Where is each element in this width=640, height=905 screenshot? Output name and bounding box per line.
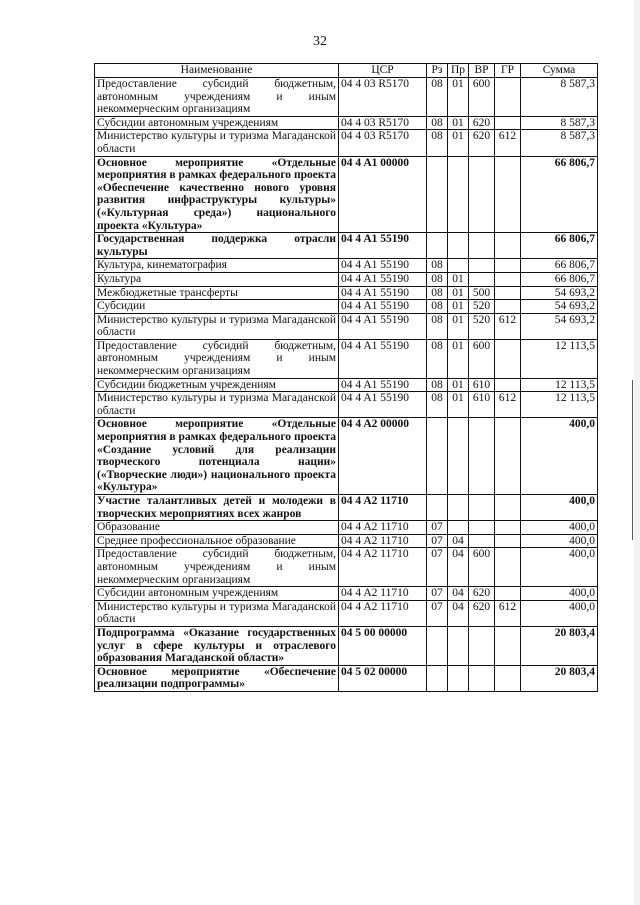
cell-name: Субсидии автономным учреждениям bbox=[95, 116, 339, 130]
cell-rz: 07 bbox=[427, 521, 448, 535]
cell-csr: 04 4 A1 55190 bbox=[339, 313, 427, 339]
cell-sum: 54 693,2 bbox=[521, 286, 598, 300]
cell-csr: 04 4 03 R5170 bbox=[339, 130, 427, 156]
cell-vr: 620 bbox=[469, 587, 495, 601]
table-row bbox=[95, 548, 598, 587]
cell-vr bbox=[469, 418, 495, 495]
cell-csr: 04 4 A2 11710 bbox=[339, 495, 427, 521]
cell-vr: 610 bbox=[469, 378, 495, 392]
cell-vr: 620 bbox=[469, 130, 495, 156]
cell-pr bbox=[448, 521, 469, 535]
cell-gr bbox=[495, 495, 521, 521]
cell-name: Основное мероприятие «Отдельные мероприятия в рамках федерального проекта «Создание условий для реализации творческого потенциала нации» («Творческие люди») национального проекта «Культура» bbox=[95, 418, 339, 495]
cell-sum: 12 113,5 bbox=[521, 339, 598, 378]
cell-vr: 520 bbox=[469, 313, 495, 339]
cell-pr: 01 bbox=[448, 286, 469, 300]
cell-rz: 08 bbox=[427, 392, 448, 418]
cell-name: Основное мероприятие «Отдельные мероприятия в рамках федерального проекта «Обеспечение качественно нового уровня развития инфраструктуры культуры» («Культурная среда») национального проекта «Культура» bbox=[95, 156, 339, 233]
cell-pr bbox=[448, 233, 469, 259]
cell-pr: 01 bbox=[448, 313, 469, 339]
cell-csr: 04 4 A1 00000 bbox=[339, 156, 427, 233]
cell-rz bbox=[427, 156, 448, 233]
cell-gr bbox=[495, 233, 521, 259]
cell-vr bbox=[469, 156, 495, 233]
cell-csr: 04 4 A2 11710 bbox=[339, 534, 427, 548]
cell-csr: 04 4 03 R5170 bbox=[339, 78, 427, 117]
table-row bbox=[95, 521, 598, 535]
cell-sum: 8 587,3 bbox=[521, 116, 598, 130]
cell-rz bbox=[427, 626, 448, 665]
table-row bbox=[95, 418, 598, 495]
cell-sum: 12 113,5 bbox=[521, 378, 598, 392]
cell-sum: 400,0 bbox=[521, 600, 598, 626]
cell-gr: 612 bbox=[495, 600, 521, 626]
cell-rz: 08 bbox=[427, 130, 448, 156]
cell-csr: 04 4 A1 55190 bbox=[339, 259, 427, 273]
cell-name: Предоставление субсидий бюджетным, автономным учреждениям и иным некоммерческим организациям bbox=[95, 78, 339, 117]
cell-sum: 66 806,7 bbox=[521, 156, 598, 233]
cell-gr bbox=[495, 78, 521, 117]
cell-vr: 520 bbox=[469, 300, 495, 314]
table-row bbox=[95, 392, 598, 418]
table-row bbox=[95, 378, 598, 392]
cell-name: Субсидии автономным учреждениям bbox=[95, 587, 339, 601]
cell-vr bbox=[469, 665, 495, 691]
table-row bbox=[95, 313, 598, 339]
cell-vr bbox=[469, 626, 495, 665]
table-row bbox=[95, 600, 598, 626]
cell-sum: 400,0 bbox=[521, 418, 598, 495]
cell-name: Участие талантливых детей и молодежи в творческих мероприятиях всех жанров bbox=[95, 495, 339, 521]
cell-vr: 600 bbox=[469, 548, 495, 587]
cell-vr: 610 bbox=[469, 392, 495, 418]
cell-name: Предоставление субсидий бюджетным, автономным учреждениям и иным некоммерческим организациям bbox=[95, 548, 339, 587]
cell-vr: 600 bbox=[469, 339, 495, 378]
table-row bbox=[95, 130, 598, 156]
cell-pr: 01 bbox=[448, 392, 469, 418]
cell-csr: 04 4 A2 11710 bbox=[339, 587, 427, 601]
cell-name: Государственная поддержка отрасли культуры bbox=[95, 233, 339, 259]
cell-pr bbox=[448, 156, 469, 233]
column-header-pr: Пр bbox=[448, 64, 469, 78]
cell-name: Предоставление субсидий бюджетным, автономным учреждениям и иным некоммерческим организациям bbox=[95, 339, 339, 378]
cell-rz: 08 bbox=[427, 300, 448, 314]
cell-name: Культура, кинематография bbox=[95, 259, 339, 273]
cell-pr: 01 bbox=[448, 378, 469, 392]
table-row bbox=[95, 534, 598, 548]
cell-name: Министерство культуры и туризма Магаданской области bbox=[95, 130, 339, 156]
cell-pr: 04 bbox=[448, 548, 469, 587]
cell-name: Основное мероприятие «Обеспечение реализации подпрограммы» bbox=[95, 665, 339, 691]
cell-gr bbox=[495, 116, 521, 130]
table-body bbox=[95, 78, 598, 692]
cell-gr bbox=[495, 534, 521, 548]
cell-sum: 8 587,3 bbox=[521, 130, 598, 156]
column-header-gr: ГР bbox=[495, 64, 521, 78]
cell-pr: 04 bbox=[448, 587, 469, 601]
cell-vr bbox=[469, 259, 495, 273]
table-row bbox=[95, 259, 598, 273]
cell-rz: 07 bbox=[427, 548, 448, 587]
cell-gr: 612 bbox=[495, 392, 521, 418]
cell-pr bbox=[448, 626, 469, 665]
cell-vr bbox=[469, 495, 495, 521]
cell-gr bbox=[495, 378, 521, 392]
cell-gr bbox=[495, 418, 521, 495]
cell-rz bbox=[427, 665, 448, 691]
cell-vr: 620 bbox=[469, 600, 495, 626]
column-header-sum: Сумма bbox=[521, 64, 598, 78]
cell-sum: 20 803,4 bbox=[521, 665, 598, 691]
cell-pr: 01 bbox=[448, 78, 469, 117]
column-header-rz: Рз bbox=[427, 64, 448, 78]
cell-csr: 04 4 A1 55190 bbox=[339, 286, 427, 300]
cell-pr: 01 bbox=[448, 116, 469, 130]
cell-sum: 54 693,2 bbox=[521, 300, 598, 314]
cell-name: Межбюджетные трансферты bbox=[95, 286, 339, 300]
cell-sum: 66 806,7 bbox=[521, 272, 598, 286]
table-header-row bbox=[95, 64, 598, 78]
cell-csr: 04 5 02 00000 bbox=[339, 665, 427, 691]
cell-rz bbox=[427, 495, 448, 521]
cell-csr: 04 5 00 00000 bbox=[339, 626, 427, 665]
cell-name: Культура bbox=[95, 272, 339, 286]
cell-csr: 04 4 A2 11710 bbox=[339, 600, 427, 626]
cell-sum: 400,0 bbox=[521, 534, 598, 548]
cell-name: Подпрограмма «Оказание государственных услуг в сфере культуры и отраслевого образования Магаданской области» bbox=[95, 626, 339, 665]
cell-pr: 01 bbox=[448, 300, 469, 314]
cell-sum: 400,0 bbox=[521, 587, 598, 601]
budget-table bbox=[94, 63, 598, 692]
cell-vr: 620 bbox=[469, 116, 495, 130]
cell-pr bbox=[448, 495, 469, 521]
cell-sum: 20 803,4 bbox=[521, 626, 598, 665]
cell-sum: 400,0 bbox=[521, 521, 598, 535]
cell-gr bbox=[495, 156, 521, 233]
table-row bbox=[95, 286, 598, 300]
cell-sum: 12 113,5 bbox=[521, 392, 598, 418]
cell-name: Субсидии bbox=[95, 300, 339, 314]
cell-gr: 612 bbox=[495, 130, 521, 156]
cell-gr bbox=[495, 521, 521, 535]
table-row bbox=[95, 116, 598, 130]
cell-vr bbox=[469, 521, 495, 535]
cell-pr: 04 bbox=[448, 534, 469, 548]
cell-gr bbox=[495, 587, 521, 601]
scan-artifact-line bbox=[632, 380, 633, 540]
cell-csr: 04 4 A1 55190 bbox=[339, 339, 427, 378]
cell-vr bbox=[469, 272, 495, 286]
cell-csr: 04 4 A1 55190 bbox=[339, 272, 427, 286]
cell-pr bbox=[448, 665, 469, 691]
cell-csr: 04 4 A1 55190 bbox=[339, 300, 427, 314]
cell-rz: 08 bbox=[427, 313, 448, 339]
cell-rz: 07 bbox=[427, 587, 448, 601]
table-row bbox=[95, 272, 598, 286]
cell-name: Субсидии бюджетным учреждениям bbox=[95, 378, 339, 392]
cell-sum: 400,0 bbox=[521, 495, 598, 521]
table-row bbox=[95, 626, 598, 665]
cell-gr bbox=[495, 339, 521, 378]
cell-rz: 08 bbox=[427, 116, 448, 130]
table-row bbox=[95, 665, 598, 691]
cell-csr: 04 4 A2 11710 bbox=[339, 548, 427, 587]
cell-name: Образование bbox=[95, 521, 339, 535]
cell-rz: 08 bbox=[427, 78, 448, 117]
cell-rz: 08 bbox=[427, 378, 448, 392]
cell-csr: 04 4 A1 55190 bbox=[339, 392, 427, 418]
cell-rz: 08 bbox=[427, 272, 448, 286]
cell-gr bbox=[495, 300, 521, 314]
cell-csr: 04 4 A2 00000 bbox=[339, 418, 427, 495]
cell-gr bbox=[495, 272, 521, 286]
cell-csr: 04 4 A1 55190 bbox=[339, 233, 427, 259]
cell-gr bbox=[495, 548, 521, 587]
table-row bbox=[95, 300, 598, 314]
cell-gr bbox=[495, 665, 521, 691]
cell-gr bbox=[495, 259, 521, 273]
cell-name: Министерство культуры и туризма Магаданской области bbox=[95, 392, 339, 418]
cell-pr: 01 bbox=[448, 272, 469, 286]
scan-edge-shadow bbox=[634, 0, 640, 905]
cell-sum: 400,0 bbox=[521, 548, 598, 587]
cell-rz bbox=[427, 233, 448, 259]
column-header-csr: ЦСР bbox=[339, 64, 427, 78]
cell-sum: 54 693,2 bbox=[521, 313, 598, 339]
cell-rz: 08 bbox=[427, 339, 448, 378]
cell-rz bbox=[427, 418, 448, 495]
cell-name: Министерство культуры и туризма Магаданской области bbox=[95, 313, 339, 339]
table-row bbox=[95, 156, 598, 233]
table-row bbox=[95, 339, 598, 378]
cell-pr bbox=[448, 259, 469, 273]
cell-csr: 04 4 A1 55190 bbox=[339, 378, 427, 392]
cell-csr: 04 4 03 R5170 bbox=[339, 116, 427, 130]
cell-vr bbox=[469, 534, 495, 548]
cell-rz: 08 bbox=[427, 259, 448, 273]
table-row bbox=[95, 78, 598, 117]
cell-gr bbox=[495, 626, 521, 665]
cell-csr: 04 4 A2 11710 bbox=[339, 521, 427, 535]
cell-pr: 01 bbox=[448, 339, 469, 378]
cell-rz: 07 bbox=[427, 534, 448, 548]
column-header-vr: ВР bbox=[469, 64, 495, 78]
page-number: 32 bbox=[313, 34, 327, 49]
cell-sum: 66 806,7 bbox=[521, 233, 598, 259]
cell-gr bbox=[495, 286, 521, 300]
cell-pr bbox=[448, 418, 469, 495]
cell-sum: 66 806,7 bbox=[521, 259, 598, 273]
column-header-name: Наименование bbox=[95, 64, 339, 78]
cell-pr: 01 bbox=[448, 130, 469, 156]
cell-gr: 612 bbox=[495, 313, 521, 339]
cell-name: Министерство культуры и туризма Магаданской области bbox=[95, 600, 339, 626]
table-row bbox=[95, 233, 598, 259]
cell-sum: 8 587,3 bbox=[521, 78, 598, 117]
cell-rz: 07 bbox=[427, 600, 448, 626]
cell-vr bbox=[469, 233, 495, 259]
cell-vr: 600 bbox=[469, 78, 495, 117]
table-row bbox=[95, 495, 598, 521]
cell-name: Среднее профессиональное образование bbox=[95, 534, 339, 548]
table-row bbox=[95, 587, 598, 601]
cell-pr: 04 bbox=[448, 600, 469, 626]
cell-vr: 500 bbox=[469, 286, 495, 300]
cell-rz: 08 bbox=[427, 286, 448, 300]
